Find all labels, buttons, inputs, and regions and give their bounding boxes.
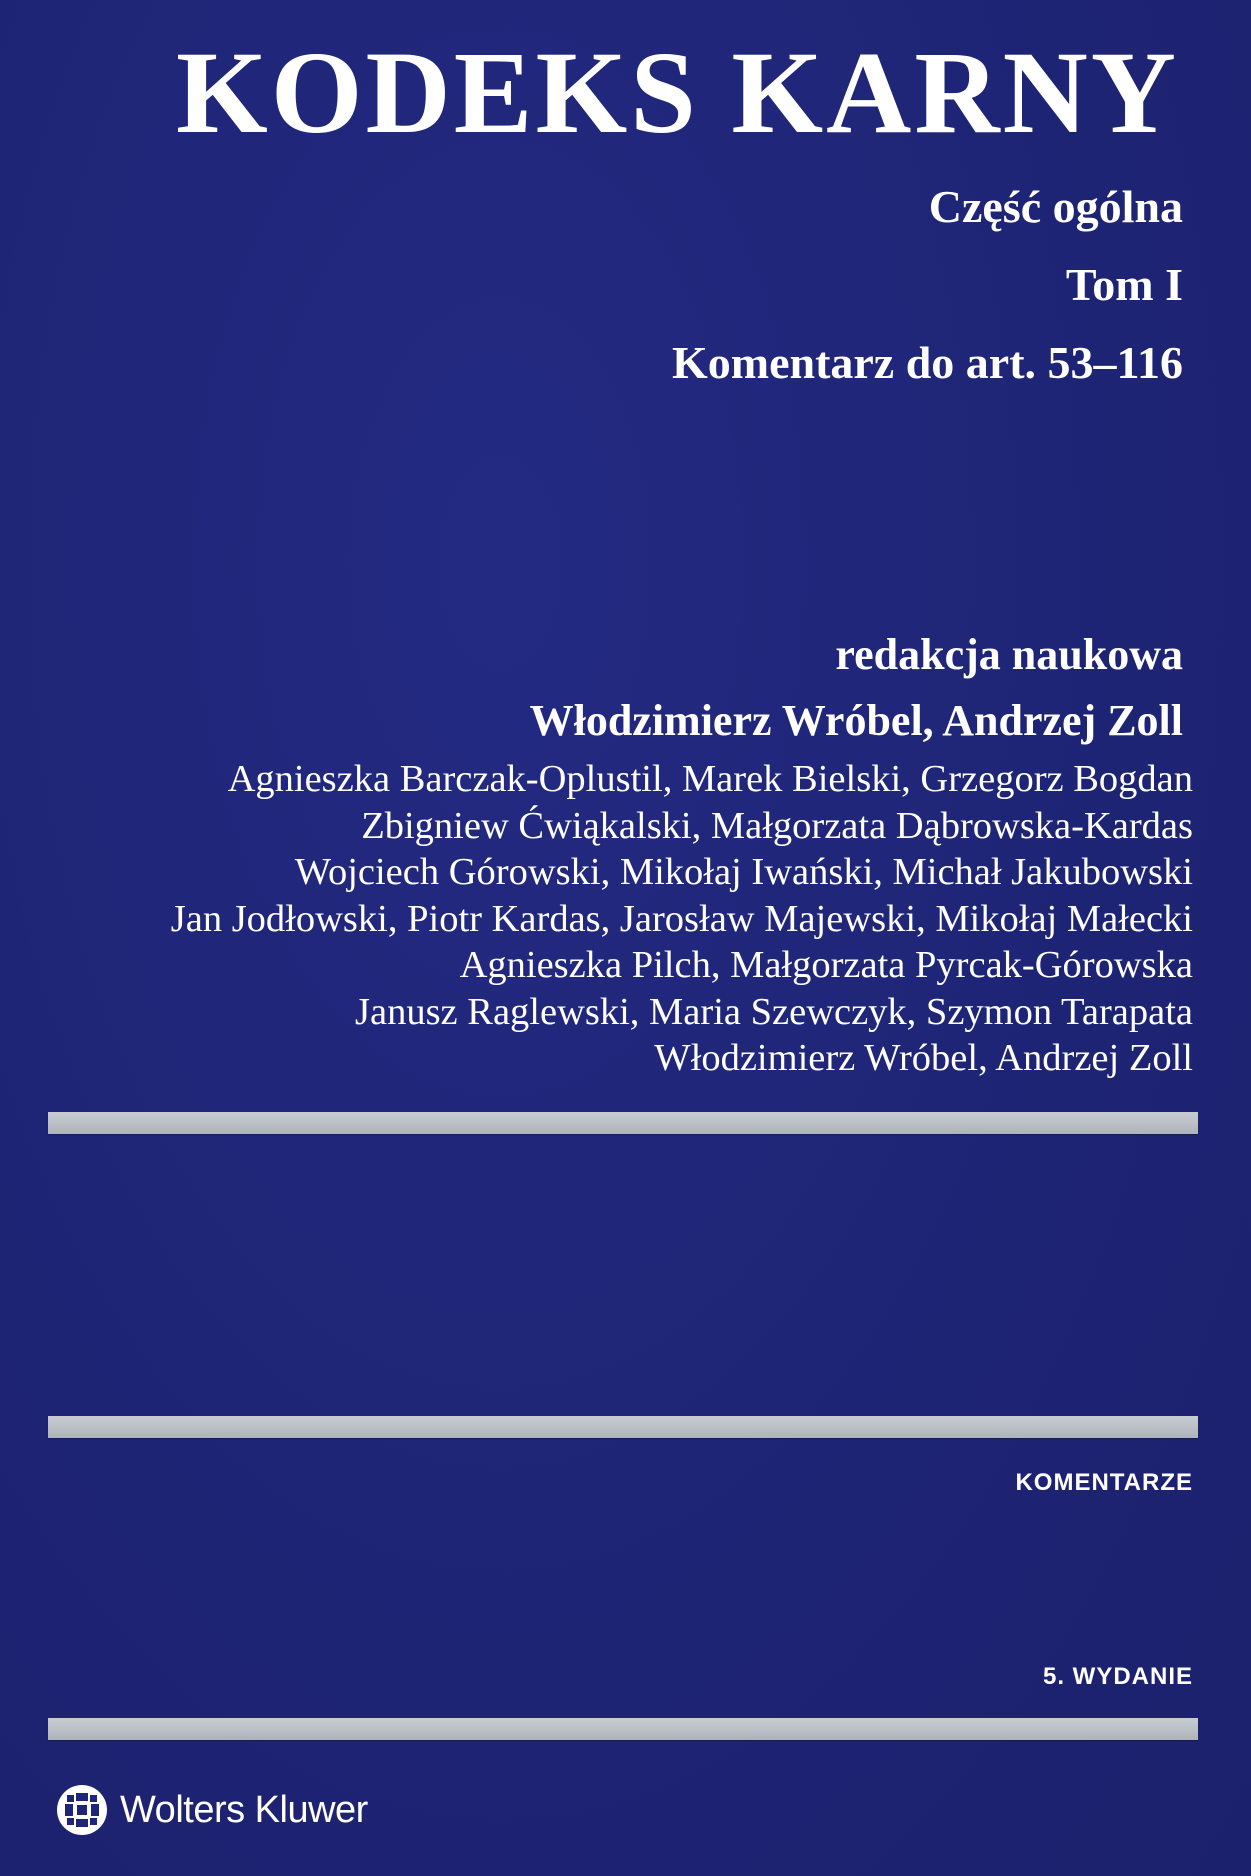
divider-bar-middle — [48, 1416, 1198, 1438]
divider-bar-bottom — [48, 1718, 1198, 1740]
publisher-logo-lockup — [56, 1784, 368, 1836]
volume-label: Tom I — [1065, 259, 1183, 310]
divider-bar-top — [48, 1112, 1198, 1134]
author-line: Jan Jodłowski, Piotr Kardas, Jarosław Majewski, Mikołaj Małecki — [170, 897, 1193, 940]
editorship-label: redakcja naukowa — [835, 630, 1183, 679]
edition-label: 5. WYDANIE — [1042, 1663, 1193, 1690]
publisher-name: Wolters Kluwer — [120, 1788, 368, 1831]
authors-list — [171, 756, 1193, 1082]
book-subtitle: Część ogólna — [928, 181, 1183, 232]
author-line: Włodzimierz Wróbel, Andrzej Zoll — [654, 1037, 1193, 1079]
book-title: KODEKS KARNY — [175, 27, 1179, 158]
wolters-kluwer-logo-icon — [56, 1784, 108, 1836]
author-line: Zbigniew Ćwiąkalski, Małgorzata Dąbrowska-Kardas — [361, 804, 1193, 847]
author-line: Wojciech Górowski, Mikołaj Iwański, Michał Jakubowski — [294, 851, 1193, 893]
subtitle-block — [672, 168, 1183, 402]
editors-block — [530, 622, 1183, 754]
commentary-range: Komentarz do art. 53–116 — [671, 337, 1183, 388]
author-line: Agnieszka Pilch, Małgorzata Pyrcak-Górowska — [459, 944, 1193, 986]
editor-names: Włodzimierz Wróbel, Andrzej Zoll — [529, 696, 1183, 745]
author-line: Agnieszka Barczak-Oplustil, Marek Bielski, Grzegorz Bogdan — [227, 758, 1193, 800]
author-line: Janusz Raglewski, Maria Szewczyk, Szymon Tarapata — [355, 990, 1193, 1033]
series-label: KOMENTARZE — [1015, 1469, 1193, 1496]
